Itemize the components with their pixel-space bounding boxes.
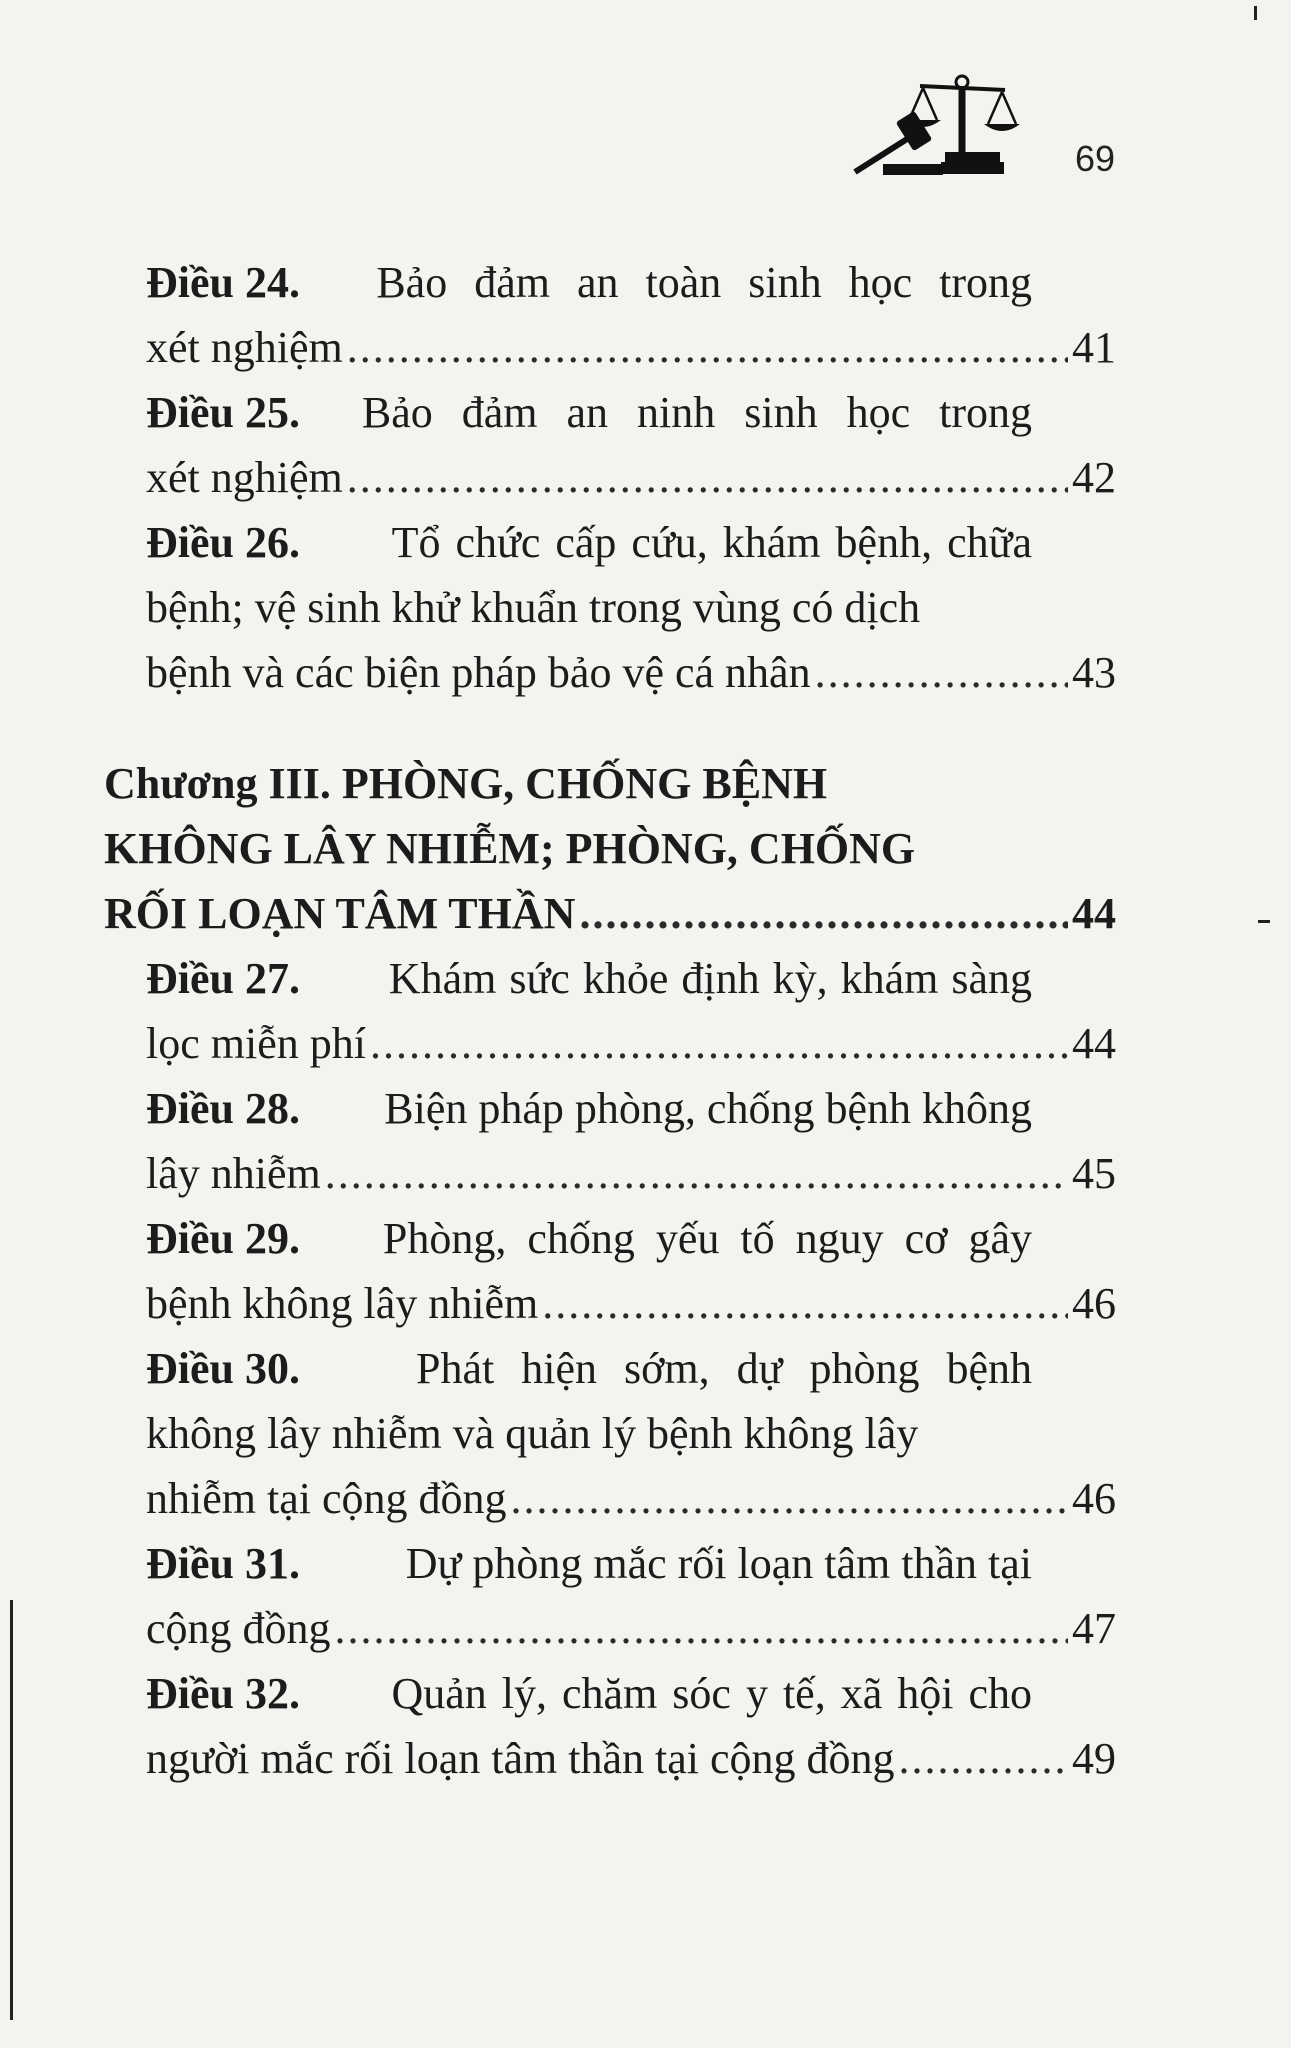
toc-page-number: 49 <box>1072 1734 1116 1783</box>
toc-page-number: 44 <box>1072 889 1116 938</box>
toc-entry-dieu-24 <box>146 250 1116 380</box>
toc-entry-title-line: Biện pháp phòng, chống bệnh không <box>384 1084 1032 1133</box>
toc-entry-title-line: Bảo đảm an toàn sinh học trong <box>376 258 1032 307</box>
toc-entry-label: Điều 24. <box>146 258 300 307</box>
page-number: 69 <box>1075 138 1116 179</box>
dot-leader <box>511 1466 1069 1531</box>
toc-entry-title-line: Phòng, chống yếu tố nguy cơ gây <box>382 1214 1032 1263</box>
toc-entry-dieu-32 <box>146 1661 1116 1791</box>
toc-page-number: 46 <box>1072 1279 1116 1328</box>
toc-page-number: 45 <box>1072 1149 1116 1198</box>
scan-edge-mark-top <box>1254 6 1257 20</box>
toc-entry-title-line: Tổ chức cấp cứu, khám bệnh, chữa <box>391 518 1032 567</box>
toc-entry-title-end: lây nhiễm <box>146 1149 321 1198</box>
dot-leader <box>325 1141 1068 1206</box>
toc-entry-label: Điều 28. <box>146 1084 300 1133</box>
toc-entry-title-end: bệnh không lây nhiễm <box>146 1279 539 1328</box>
toc-entry-title-end: nhiễm tại cộng đồng <box>146 1474 507 1523</box>
toc-entry-dieu-28 <box>146 1076 1116 1206</box>
toc-entry-dieu-25 <box>146 380 1116 510</box>
toc-entry-title-end: lọc miễn phí <box>146 1019 366 1068</box>
toc-entry-label: Điều 27. <box>146 954 300 1003</box>
dot-leader <box>899 1726 1069 1791</box>
dot-leader <box>579 881 1068 946</box>
dot-leader <box>542 1271 1068 1336</box>
toc-entry-dieu-26 <box>146 510 1116 705</box>
toc-chapter-title-line: Chương III. PHÒNG, CHỐNG BỆNH <box>104 759 828 808</box>
toc-entry-title-end: bệnh và các biện pháp bảo vệ cá nhân <box>146 648 811 697</box>
toc-entry-title-end: người mắc rối loạn tâm thần tại cộng đồng <box>146 1734 895 1783</box>
toc-entry-label: Điều 26. <box>146 518 300 567</box>
toc-entry-dieu-31 <box>146 1531 1116 1661</box>
toc-chapter-3 <box>104 751 1116 946</box>
toc-entry-title-line: bệnh; vệ sinh khử khuẩn trong vùng có dịch <box>146 583 921 632</box>
toc-page-number: 47 <box>1072 1604 1116 1653</box>
dot-leader <box>347 445 1068 510</box>
toc-entry-label: Điều 25. <box>146 388 300 437</box>
toc-entry-dieu-29 <box>146 1206 1116 1336</box>
table-of-contents <box>0 250 1291 1791</box>
toc-entry-dieu-30 <box>146 1336 1116 1531</box>
toc-entry-label: Điều 31. <box>146 1539 300 1588</box>
toc-page-number: 46 <box>1072 1474 1116 1523</box>
toc-entry-title-line: Phát hiện sớm, dự phòng bệnh <box>416 1344 1032 1393</box>
toc-entry-label: Điều 30. <box>146 1344 300 1393</box>
dot-leader <box>815 640 1068 705</box>
toc-entry-dieu-27 <box>146 946 1116 1076</box>
toc-entry-title-line: Dự phòng mắc rối loạn tâm thần tại <box>405 1539 1032 1588</box>
scales-and-gavel-icon <box>845 72 1020 177</box>
dot-leader <box>347 315 1068 380</box>
toc-chapter-title-line: KHÔNG LÂY NHIỄM; PHÒNG, CHỐNG <box>104 824 916 873</box>
toc-chapter-title-end: RỐI LOẠN TÂM THẦN <box>104 889 576 938</box>
toc-entry-title-end: xét nghiệm <box>146 453 343 502</box>
toc-entry-title-line: Khám sức khỏe định kỳ, khám sàng <box>388 954 1032 1003</box>
dot-leader <box>335 1596 1068 1661</box>
toc-entry-title-line: Quản lý, chăm sóc y tế, xã hội cho <box>391 1669 1032 1718</box>
toc-page-number: 41 <box>1072 323 1116 372</box>
toc-entry-title-line: Bảo đảm an ninh sinh học trong <box>361 388 1032 437</box>
toc-page-number: 42 <box>1072 453 1116 502</box>
toc-entry-title-end: xét nghiệm <box>146 323 343 372</box>
toc-entry-label: Điều 32. <box>146 1669 300 1718</box>
dot-leader <box>370 1011 1068 1076</box>
toc-page-number: 43 <box>1072 648 1116 697</box>
toc-page-number: 44 <box>1072 1019 1116 1068</box>
toc-entry-title-line: không lây nhiễm và quản lý bệnh không lây <box>146 1409 919 1458</box>
toc-entry-label: Điều 29. <box>146 1214 300 1263</box>
toc-entry-title-end: cộng đồng <box>146 1604 331 1653</box>
